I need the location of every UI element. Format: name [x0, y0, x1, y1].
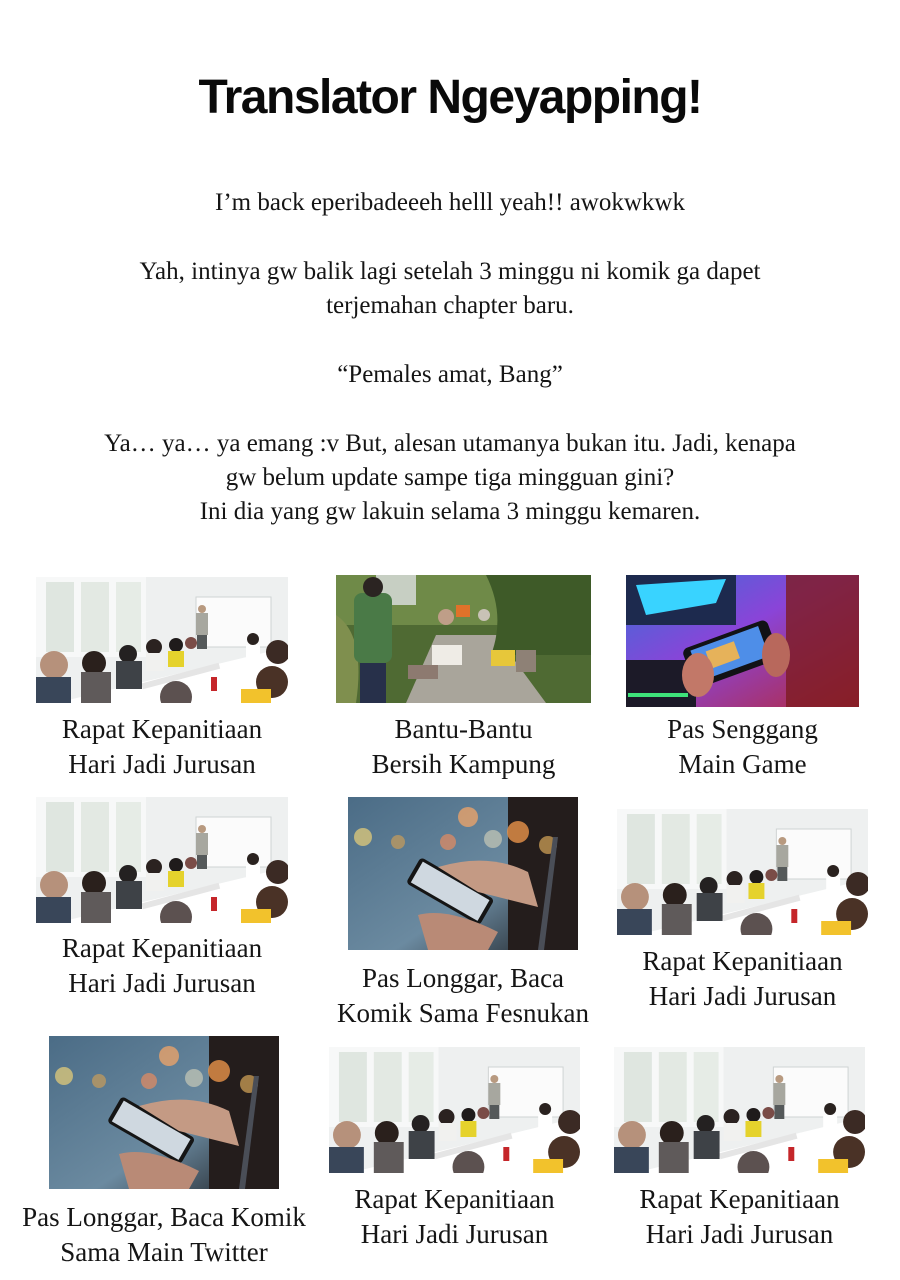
- meeting-photo: [329, 1047, 580, 1173]
- phone-scrolling-photo: [348, 797, 578, 950]
- meeting-photo: [36, 797, 288, 923]
- caption: Rapat Kepanitiaan Hari Jadi Jurusan: [354, 1184, 555, 1249]
- mobile-gaming-photo: [626, 575, 859, 707]
- phone-scrolling-photo: [49, 1036, 279, 1189]
- caption: Pas Senggang Main Game: [667, 714, 818, 779]
- quote-line: “Pemales amat, Bang”: [337, 361, 563, 388]
- explanation-line-1: Yah, intinya gw balik lagi setelah 3 minggu ni komik ga dapet: [139, 258, 761, 285]
- explanation-line-2: terjemahan chapter baru.: [326, 292, 574, 319]
- meeting-photo: [614, 1047, 865, 1173]
- reason-line-3: Ini dia yang gw lakuin selama 3 minggu kemaren.: [199, 498, 701, 525]
- meeting-photo: [617, 809, 868, 935]
- caption: Rapat Kepanitiaan Hari Jadi Jurusan: [61, 933, 263, 998]
- caption: Bantu-Bantu Bersih Kampung: [371, 714, 556, 779]
- caption: Rapat Kepanitiaan Hari Jadi Jurusan: [61, 714, 263, 779]
- reason-line-1: Ya… ya… ya emang :v But, alesan utamanya bukan itu. Jadi, kenapa: [104, 430, 796, 457]
- reason-line-2: gw belum update sampe tiga mingguan gini?: [225, 464, 675, 491]
- meeting-photo: [36, 577, 288, 703]
- village-cleanup-photo: [336, 575, 591, 703]
- caption: Pas Longgar, Baca Komik Sama Main Twitter: [22, 1202, 306, 1267]
- caption: Rapat Kepanitiaan Hari Jadi Jurusan: [639, 1184, 840, 1249]
- page-title: Translator Ngeyapping!: [198, 71, 702, 124]
- caption: Rapat Kepanitiaan Hari Jadi Jurusan: [642, 946, 843, 1011]
- caption: Pas Longgar, Baca Komik Sama Fesnukan: [337, 963, 589, 1028]
- intro-line: I’m back eperibadeeeh helll yeah!! awokwkwk: [215, 189, 685, 216]
